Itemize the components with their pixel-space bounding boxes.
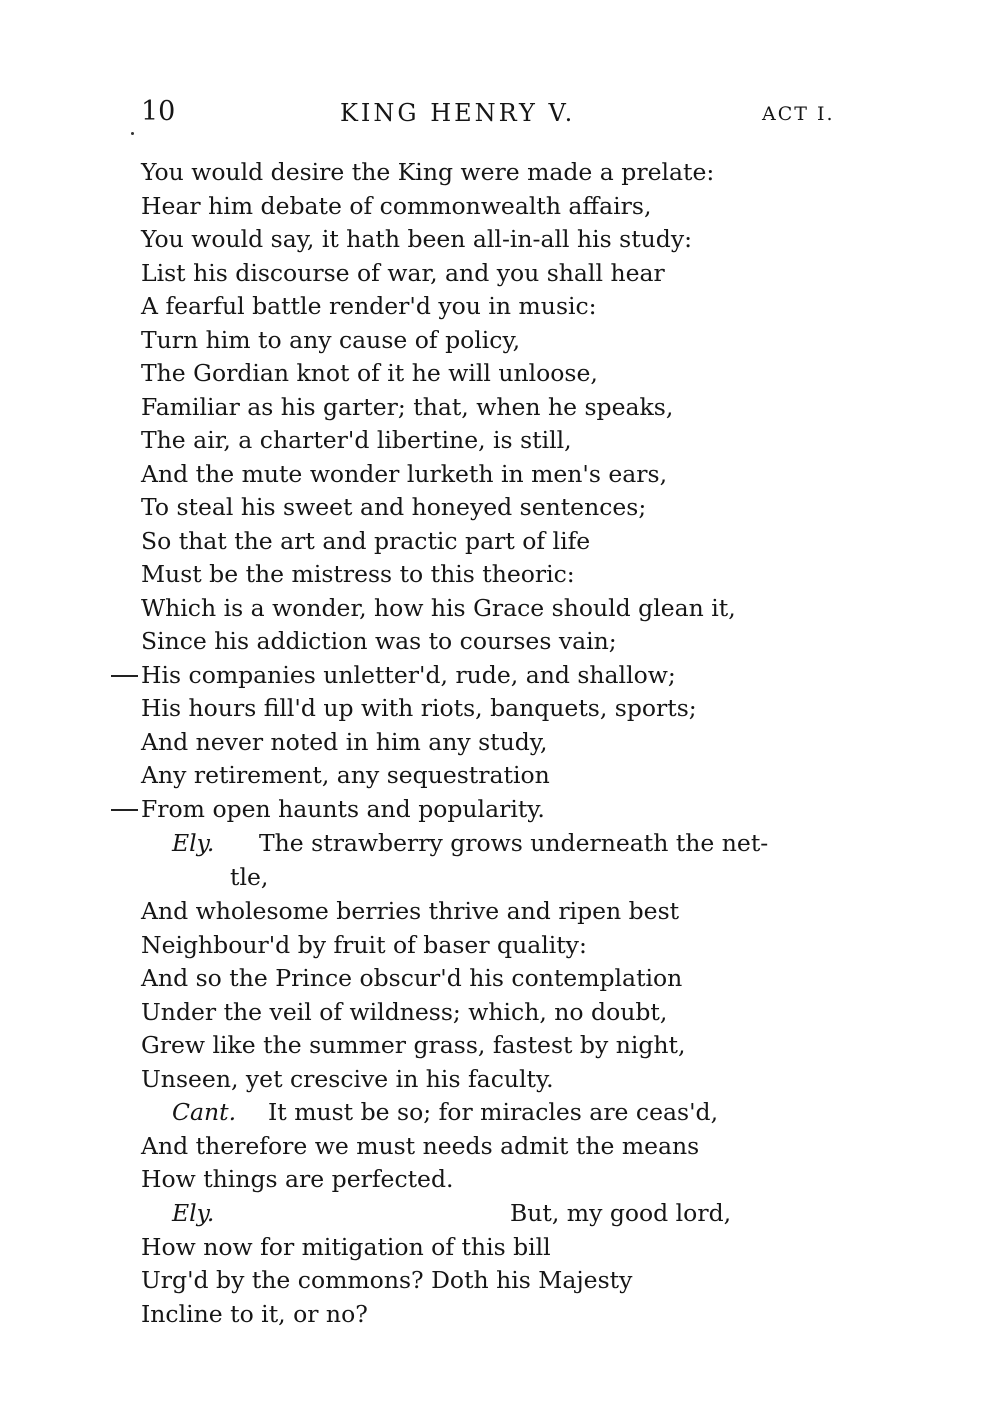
speaker-name: Ely. xyxy=(172,829,215,857)
verse-line: Grew like the summer grass, fastest by night, xyxy=(141,1031,686,1059)
verse-line: Incline to it, or no? xyxy=(141,1300,368,1328)
act-label: ACT I. xyxy=(762,103,835,125)
verse-line: It must be so; for miracles are ceas'd, xyxy=(268,1098,719,1126)
verse-line: And therefore we must needs admit the means xyxy=(141,1132,700,1160)
verse-line: Hear him debate of commonwealth affairs, xyxy=(141,192,652,220)
printer-mark xyxy=(131,132,134,135)
verse-line: Must be the mistress to this theoric: xyxy=(141,560,575,588)
verse-line: And wholesome berries thrive and ripen best xyxy=(141,897,680,925)
speaker-name: Cant. xyxy=(172,1098,237,1126)
verse-line: His hours fill'd up with riots, banquets, sports; xyxy=(141,694,697,722)
verse-line: So that the art and practic part of life xyxy=(141,527,591,555)
verse-line: tle, xyxy=(230,863,269,891)
verse-line: The Gordian knot of it he will unloose, xyxy=(141,359,598,387)
speaker-name: Ely. xyxy=(172,1199,215,1227)
margin-dash xyxy=(111,809,138,811)
verse-line: A fearful battle render'd you in music: xyxy=(141,292,597,320)
verse-line: His companies unletter'd, rude, and shallow; xyxy=(141,661,676,689)
running-header xyxy=(0,96,1000,136)
verse-line: How things are perfected. xyxy=(141,1165,454,1193)
verse-line: To steal his sweet and honeyed sentences; xyxy=(141,493,647,521)
running-title: KING HENRY V. xyxy=(340,99,576,127)
verse-line: Unseen, yet crescive in his faculty. xyxy=(141,1065,554,1093)
verse-line: The strawberry grows underneath the net- xyxy=(259,829,769,857)
verse-line: You would say, it hath been all-in-all his study: xyxy=(141,225,693,253)
verse-line: Turn him to any cause of policy, xyxy=(141,326,521,354)
verse-line: And never noted in him any study, xyxy=(141,728,548,756)
margin-dash xyxy=(111,675,138,677)
verse-line: And so the Prince obscur'd his contemplation xyxy=(141,964,683,992)
verse-line: You would desire the King were made a prelate: xyxy=(141,158,715,186)
page-number: 10 xyxy=(141,96,176,127)
verse-line: Which is a wonder, how his Grace should glean it, xyxy=(141,594,736,622)
verse-line: From open haunts and popularity. xyxy=(141,795,545,823)
verse-line: How now for mitigation of this bill xyxy=(141,1233,551,1261)
verse-line: Neighbour'd by fruit of baser quality: xyxy=(141,931,587,959)
verse-line: List his discourse of war, and you shall hear xyxy=(141,259,665,287)
verse-line: Under the veil of wildness; which, no doubt, xyxy=(141,998,668,1026)
verse-line: Any retirement, any sequestration xyxy=(141,761,550,789)
verse-line: The air, a charter'd libertine, is still, xyxy=(141,426,572,454)
verse-line: Since his addiction was to courses vain; xyxy=(141,627,617,655)
verse-line: And the mute wonder lurketh in men's ears, xyxy=(141,460,668,488)
verse-line: But, my good lord, xyxy=(510,1199,732,1227)
verse-line: Urg'd by the commons? Doth his Majesty xyxy=(141,1266,633,1294)
verse-line: Familiar as his garter; that, when he speaks, xyxy=(141,393,674,421)
